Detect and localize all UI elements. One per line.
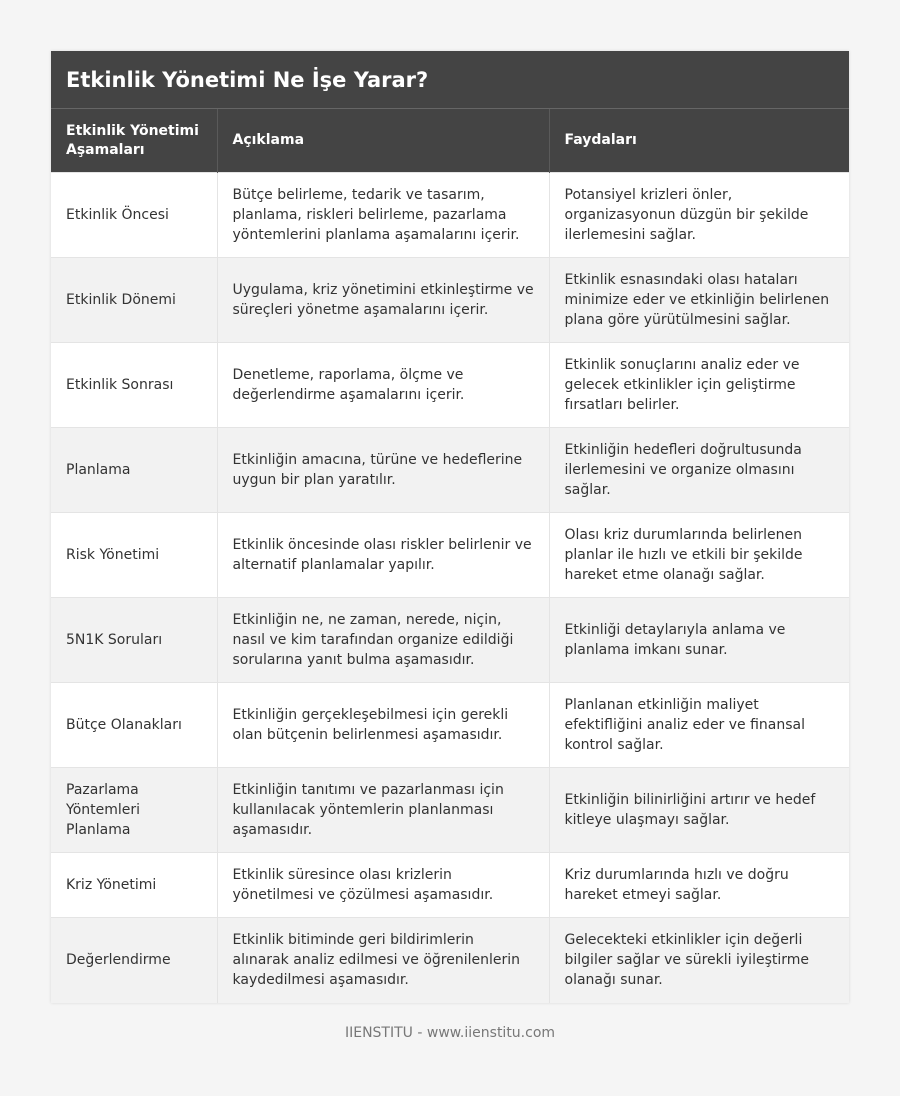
table-row [51,683,849,768]
stage-cell: Etkinlik Öncesi [51,173,217,258]
stage-cell: 5N1K Soruları [51,598,217,683]
table-row [51,918,849,1003]
description-cell: Etkinlik öncesinde olası riskler belirlenir ve alternatif planlamalar yapılır. [217,513,549,598]
description-cell: Etkinliğin gerçekleşebilmesi için gerekli olan bütçenin belirlenmesi aşamasıdır. [217,683,549,768]
stage-cell: Bütçe Olanakları [51,683,217,768]
description-cell: Uygulama, kriz yönetimini etkinleştirme ve süreçleri yönetme aşamalarını içerir. [217,258,549,343]
table-body [51,173,849,1003]
stage-cell: Kriz Yönetimi [51,853,217,918]
column-header: Etkinlik Yönetimi Aşamaları [51,109,217,173]
stage-cell: Pazarlama Yöntemleri Planlama [51,768,217,853]
table-row [51,258,849,343]
benefit-cell: Etkinliğin hedefleri doğrultusunda ilerlemesini ve organize olmasını sağlar. [549,428,849,513]
table-card [51,51,849,1003]
table-row [51,768,849,853]
table-row [51,428,849,513]
benefit-cell: Etkinliğin bilinirliğini artırır ve hedef kitleye ulaşmayı sağlar. [549,768,849,853]
description-cell: Denetleme, raporlama, ölçme ve değerlendirme aşamalarını içerir. [217,343,549,428]
table-row [51,343,849,428]
column-header: Açıklama [217,109,549,173]
table-row [51,513,849,598]
description-cell: Bütçe belirleme, tedarik ve tasarım, planlama, riskleri belirleme, pazarlama yöntemlerini planlama aşamalarını içerir. [217,173,549,258]
table-row [51,853,849,918]
description-cell: Etkinliğin ne, ne zaman, nerede, niçin, nasıl ve kim tarafından organize edildiği sorularına yanıt bulma aşamasıdır. [217,598,549,683]
benefit-cell: Kriz durumlarında hızlı ve doğru hareket etmeyi sağlar. [549,853,849,918]
benefit-cell: Etkinlik esnasındaki olası hataları minimize eder ve etkinliğin belirlenen plana göre yürütülmesini sağlar. [549,258,849,343]
benefit-cell: Etkinlik sonuçlarını analiz eder ve gelecek etkinlikler için geliştirme fırsatları belirler. [549,343,849,428]
description-cell: Etkinlik bitiminde geri bildirimlerin alınarak analiz edilmesi ve öğrenilenlerin kaydedilmesi aşamasıdır. [217,918,549,1003]
header-row [51,109,849,173]
benefit-cell: Potansiyel krizleri önler, organizasyonun düzgün bir şekilde ilerlemesini sağlar. [549,173,849,258]
data-table [51,108,849,1003]
stage-cell: Planlama [51,428,217,513]
benefit-cell: Gelecekteki etkinlikler için değerli bilgiler sağlar ve sürekli iyileştirme olanağı sunar. [549,918,849,1003]
benefit-cell: Etkinliği detaylarıyla anlama ve planlama imkanı sunar. [549,598,849,683]
benefit-cell: Planlanan etkinliğin maliyet efektifliğini analiz eder ve finansal kontrol sağlar. [549,683,849,768]
description-cell: Etkinliğin tanıtımı ve pazarlanması için kullanılacak yöntemlerin planlanması aşamasıdır. [217,768,549,853]
table-title: Etkinlik Yönetimi Ne İşe Yarar? [51,51,849,108]
stage-cell: Etkinlik Sonrası [51,343,217,428]
stage-cell: Değerlendirme [51,918,217,1003]
table-row [51,173,849,258]
benefit-cell: Olası kriz durumlarında belirlenen planlar ile hızlı ve etkili bir şekilde hareket etme olanağı sağlar. [549,513,849,598]
table-header [51,109,849,173]
stage-cell: Etkinlik Dönemi [51,258,217,343]
description-cell: Etkinlik süresince olası krizlerin yönetilmesi ve çözülmesi aşamasıdır. [217,853,549,918]
description-cell: Etkinliğin amacına, türüne ve hedeflerine uygun bir plan yaratılır. [217,428,549,513]
stage-cell: Risk Yönetimi [51,513,217,598]
footer-credit: IIENSTITU - www.iienstitu.com [344,1025,556,1041]
column-header: Faydaları [549,109,849,173]
table-row [51,598,849,683]
